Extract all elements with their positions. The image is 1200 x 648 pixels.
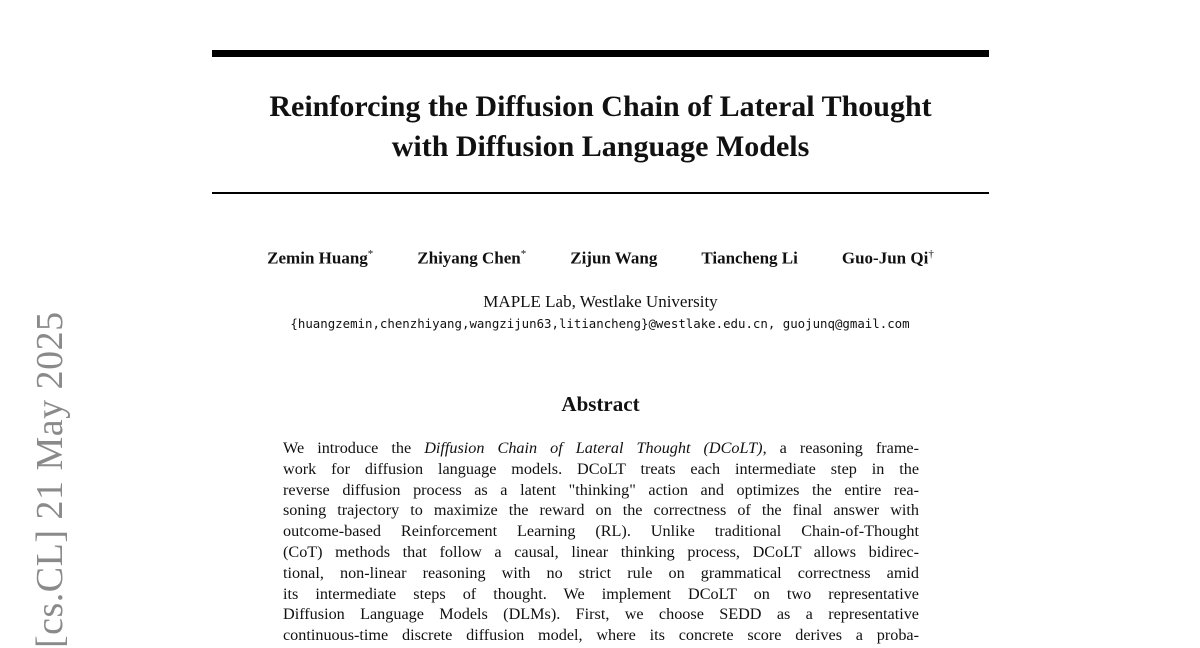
abstract-line: its intermediate steps of thought. We implement DCoLT on two representative [283,584,919,603]
abstract-heading: Abstract [561,392,640,416]
paper-title-line-2: with Diffusion Language Models [391,130,810,163]
abstract-line-1-post: , a reasoning frame- [762,439,919,457]
author [701,248,798,269]
affiliation: MAPLE Lab, Westlake University [483,292,718,311]
abstract-body [283,438,919,646]
abstract-line: soning trajectory to maximize the reward on the correctness of the final answer with [283,501,919,520]
title-top-rule [212,50,989,57]
abstract-method-name: Diffusion Chain of Lateral Thought (DCoLT) [424,439,763,457]
author [417,248,526,269]
abstract-line: outcome-based Reinforcement Learning (RL). Unlike traditional Chain-of-Thought [283,522,919,541]
author [570,248,657,269]
author-name: Guo-Jun Qi [841,248,929,268]
paper-title [212,87,989,167]
title-bottom-rule [212,192,989,194]
author-name: Zemin Huang [267,248,368,268]
abstract-line: tional, non-linear reasoning with no strict rule on grammatical correctness amid [283,563,919,582]
author-mark: † [928,248,934,260]
author [842,248,934,269]
arxiv-identifier-stamp: [cs.CL] 21 May 2025 [29,311,71,648]
paper-title-line-1: Reinforcing the Diffusion Chain of Lateral Thought [269,90,932,123]
author-name: Zhiyang Chen [417,248,521,268]
author-mark: * [520,248,527,260]
author-name: Zijun Wang [570,248,658,268]
abstract-line: continuous-time discrete diffusion model, where its concrete score derives a proba- [283,626,919,645]
abstract-line: reverse diffusion process as a latent "thinking" action and optimizes the entire rea- [283,480,919,499]
abstract-line [283,438,919,459]
author-list [212,248,989,269]
author-emails: {huangzemin,chenzhiyang,wangzijun63,litiancheng}@westlake.edu.cn, guojunq@gmail.com [290,316,910,331]
author-mark: * [367,248,374,260]
abstract-line: (CoT) methods that follow a causal, linear thinking process, DCoLT allows bidirec- [283,542,919,561]
abstract-line-1-pre: We introduce the [283,439,425,457]
abstract-line: work for diffusion language models. DCoLT treats each intermediate step in the [283,459,919,478]
abstract-line: Diffusion Language Models (DLMs). First, we choose SEDD as a representative [283,605,919,624]
author [267,248,373,269]
author-name: Tiancheng Li [701,248,798,268]
